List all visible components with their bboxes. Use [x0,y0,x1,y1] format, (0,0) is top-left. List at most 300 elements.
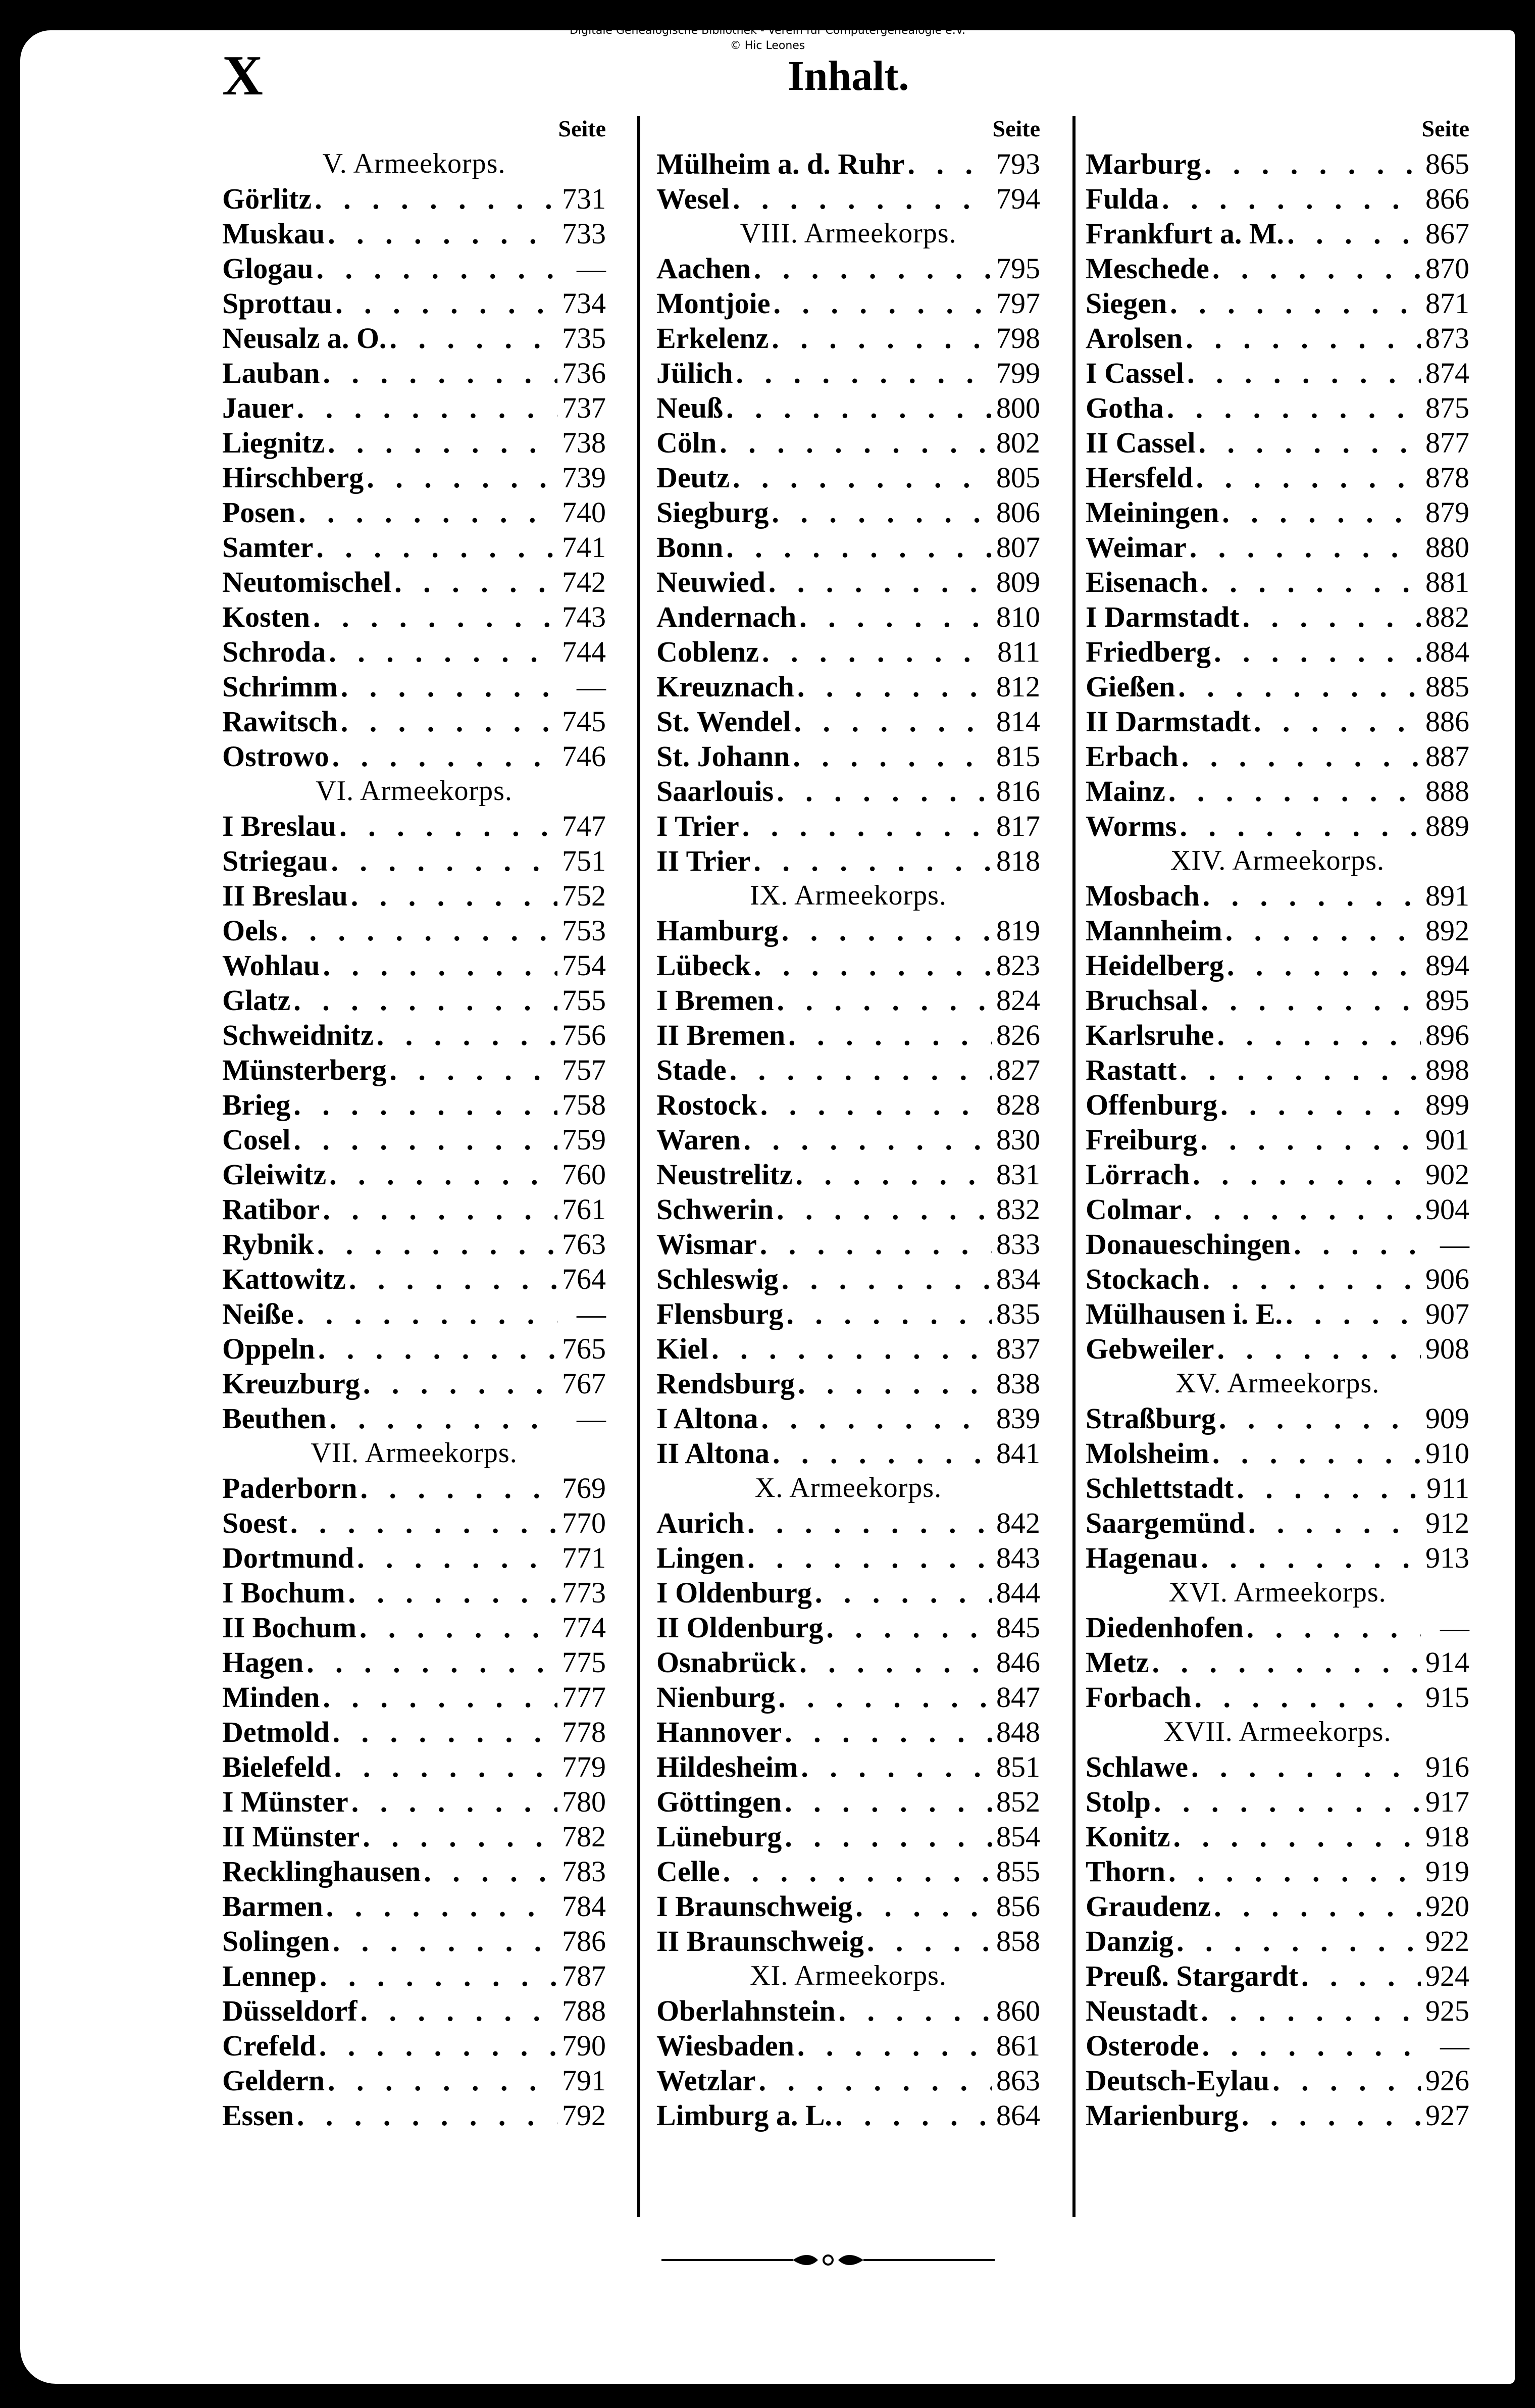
toc-entry [1086,1506,1469,1540]
dot-leader [356,1610,557,1645]
dot-leader [1200,1262,1421,1296]
place-name: Crefeld [222,2029,316,2062]
toc-entry [656,983,1040,1018]
place-name: Kreuznach [656,670,794,703]
toc-entry [1086,1157,1469,1192]
page-reference: 815 [996,740,1040,773]
section-heading: VI. Armeekorps. [316,775,513,807]
place-name: Dortmund [222,1541,354,1574]
toc-entry [1086,1471,1469,1506]
place-name: II Cassel [1086,426,1196,459]
page-reference: 833 [996,1228,1040,1261]
dot-leader [332,286,557,321]
place-name: Jülich [656,357,733,389]
dot-leader [1217,1087,1421,1122]
place-name: Molsheim [1086,1437,1209,1470]
page-reference: 767 [562,1367,606,1400]
dot-leader [1165,1854,1421,1889]
toc-entry [222,634,606,669]
toc-entry [656,1366,1040,1401]
toc-entry [1086,1854,1469,1889]
page-reference: 918 [1425,1820,1469,1853]
page-reference: 896 [1425,1019,1469,1051]
place-name: Cosel [222,1123,291,1156]
toc-entry [656,565,1040,599]
page-reference: 782 [562,1820,606,1853]
place-name: Ostrowo [222,740,329,773]
page-reference: 787 [562,1960,606,1992]
dot-leader [836,1993,992,2028]
toc-entry [1086,1993,1469,2028]
page-reference: 817 [996,810,1040,842]
page-reference: 924 [1425,1960,1469,1992]
toc-entry [1086,356,1469,390]
dot-leader [354,1540,557,1575]
page-reference: 758 [562,1088,606,1121]
toc-entry [1086,251,1469,286]
dot-leader [360,1366,557,1401]
toc-entry [222,1959,606,1993]
place-name: Montjoie [656,287,771,320]
page-reference: 871 [1425,287,1469,320]
place-name: Schlawe [1086,1750,1188,1783]
page-reference: 895 [1425,984,1469,1017]
page-reference: 911 [1426,1472,1469,1504]
dot-leader [317,1959,557,1993]
dot-leader [294,390,557,425]
place-name: Konitz [1086,1820,1170,1853]
dot-leader [1200,878,1421,913]
place-name: Wesel [656,182,730,215]
place-name: Saarlouis [656,775,774,808]
page-reference: 799 [996,357,1040,389]
dot-leader [1211,1889,1421,1924]
page-reference: 844 [996,1576,1040,1609]
place-name: Glogau [222,252,314,285]
dot-leader [730,460,992,495]
toc-entry [656,913,1040,948]
section-heading: XI. Armeekorps. [750,1960,947,1991]
page-reference: 887 [1425,740,1469,773]
dot-leader [727,1052,992,1087]
page-reference: 894 [1425,949,1469,982]
place-name: Lüneburg [656,1820,782,1853]
toc-entry [222,1924,606,1959]
place-name: Neuwied [656,566,765,598]
page-reference: 873 [1425,322,1469,355]
place-name: Mainz [1086,775,1165,808]
place-name: Metz [1086,1646,1149,1679]
toc-entry [1086,2098,1469,2133]
dot-leader [757,1227,992,1262]
section-heading: V. Armeekorps. [322,148,506,179]
place-name: Weimar [1086,531,1187,564]
place-name: I Cassel [1086,357,1184,389]
place-name: Striegau [222,844,328,877]
place-name: Karlsruhe [1086,1019,1214,1051]
dot-leader [326,1401,557,1436]
toc-entry [222,565,606,599]
dot-leader [330,1715,557,1749]
place-name: Schweidnitz [222,1019,374,1051]
page-reference: — [577,1402,606,1435]
page-reference: 798 [996,322,1040,355]
toc-entry [656,1122,1040,1157]
dot-leader [1284,216,1421,251]
page-reference: 763 [562,1228,606,1261]
toc-entry [656,1192,1040,1227]
page-reference: — [577,1297,606,1330]
dot-leader [769,495,992,530]
place-name: Colmar [1086,1193,1182,1226]
page-reference: — [577,252,606,285]
toc-entry [222,1715,606,1749]
place-name: Schrimm [222,670,338,703]
place-name: Neuß [656,391,724,424]
toc-entry [656,425,1040,460]
toc-entry [656,634,1040,669]
place-name: Fulda [1086,182,1159,215]
toc-entry [1086,390,1469,425]
page-reference: 795 [996,252,1040,285]
dot-leader [320,356,557,390]
toc-entry [656,739,1040,774]
dot-leader [755,2063,992,2098]
dot-leader [391,565,557,599]
dot-leader [325,2063,557,2098]
page-reference: 917 [1425,1785,1469,1818]
page-reference: 888 [1425,775,1469,808]
dot-leader [348,1784,557,1819]
dot-leader [783,1296,992,1331]
page-reference: 907 [1425,1297,1469,1330]
toc-entry [222,1366,606,1401]
page-reference: 788 [562,1994,606,2027]
dot-leader [1198,1993,1421,2028]
dot-leader [1165,774,1421,809]
page-reference: 852 [996,1785,1040,1818]
dot-leader [717,425,992,460]
place-name: Neutomischel [222,566,392,598]
place-name: Nienburg [656,1681,776,1714]
place-name: Hamburg [656,914,779,947]
place-name: I Münster [222,1785,348,1818]
toc-entry [222,251,606,286]
page-reference: 740 [562,496,606,529]
dot-leader [785,1018,992,1052]
page-reference: 837 [996,1332,1040,1365]
toc-entry [656,1262,1040,1296]
dot-leader [759,634,992,669]
place-name: Hagenau [1086,1541,1198,1574]
page-reference: 866 [1425,182,1469,215]
dot-leader [1151,1784,1421,1819]
place-name: Essen [222,2099,294,2132]
dot-leader [720,1854,992,1889]
place-name: Cöln [656,426,717,459]
page-reference: 832 [996,1193,1040,1226]
toc-entry [1086,1645,1469,1680]
place-name: II Oldenburg [656,1611,824,1644]
section-heading: VIII. Armeekorps. [740,218,957,249]
dot-leader [364,460,557,495]
toc-entry [222,1993,606,2028]
dot-leader [774,983,992,1018]
dot-leader [295,495,557,530]
dot-leader [1175,669,1421,704]
page-reference: 810 [996,600,1040,633]
toc-entry [222,1610,606,1645]
page-reference: 738 [562,426,606,459]
page-reference: 735 [562,322,606,355]
dot-leader [1199,2028,1421,2063]
toc-entry [1086,739,1469,774]
credit-line-1: Digitale Genealogische Bibliothek - Verein für Computergenealogie e.V. [570,24,965,37]
toc-entry [1086,913,1469,948]
place-name: Stade [656,1054,727,1086]
page-reference: 851 [996,1750,1040,1783]
toc-entry [656,1680,1040,1715]
page-reference: 778 [562,1716,606,1748]
page-reference: 926 [1425,2064,1469,2097]
page-reference: 899 [1425,1088,1469,1121]
dot-leader [348,878,557,913]
dot-leader [1245,1506,1421,1540]
toc-entry [656,146,1040,181]
toc-entry [222,599,606,634]
page-reference: — [1440,2029,1469,2062]
page-reference: 830 [996,1123,1040,1156]
place-name: Arolsen [1086,322,1183,355]
toc-entry [656,948,1040,983]
place-name: Limburg a. L. [656,2099,833,2132]
page-reference: 910 [1425,1437,1469,1470]
page-reference: 839 [996,1402,1040,1435]
toc-entry [656,356,1040,390]
toc-entry [1086,321,1469,356]
toc-entry [656,321,1040,356]
toc-entry [222,1331,606,1366]
page-reference: 919 [1425,1855,1469,1888]
toc-entry [222,1645,606,1680]
toc-entry [1086,1749,1469,1784]
toc-entry [1086,1784,1469,1819]
page-reference: 800 [996,391,1040,424]
toc-entry [1086,181,1469,216]
toc-entry [222,1784,606,1819]
page-reference: 775 [562,1646,606,1679]
page-reference: 828 [996,1088,1040,1121]
page-reference: 858 [996,1925,1040,1958]
place-name: Heidelberg [1086,949,1224,982]
dot-leader [823,1610,992,1645]
place-name: Hagen [222,1646,304,1679]
page-reference: 916 [1425,1750,1469,1783]
toc-entry [656,843,1040,878]
place-name: Rybnik [222,1228,314,1261]
toc-entry [222,1749,606,1784]
place-name: Wetzlar [656,2064,756,2097]
page-reference: 909 [1425,1402,1469,1435]
dot-leader [314,1227,557,1262]
toc-entry [1086,495,1469,530]
place-name: Neustrelitz [656,1158,793,1191]
place-name: II Darmstadt [1086,705,1251,738]
dot-leader [1224,948,1421,983]
toc-entry [1086,1436,1469,1471]
dot-leader [346,1262,557,1296]
toc-entry [1086,1889,1469,1924]
place-name: Flensburg [656,1297,784,1330]
dot-leader [1176,1052,1421,1087]
place-name: Offenburg [1086,1088,1217,1121]
dot-leader [1269,2063,1421,2098]
toc-entry [1086,1959,1469,1993]
page-reference: 879 [1425,496,1469,529]
page-reference: 920 [1425,1890,1469,1923]
place-name: Stolp [1086,1785,1151,1818]
dot-leader [750,843,992,878]
page-reference: 805 [996,461,1040,494]
place-name: Hirschberg [222,461,364,494]
dot-leader [1298,1959,1421,1993]
dot-leader [303,1645,557,1680]
place-name: Mannheim [1086,914,1222,947]
place-name: Siegburg [656,496,769,529]
toc-entry [222,2063,606,2098]
place-name: Stockach [1086,1263,1200,1295]
page-reference: 745 [562,705,606,738]
toc-entry [1086,146,1469,181]
page-reference: 783 [562,1855,606,1888]
page-reference: 752 [562,879,606,912]
place-name: I Braunschweig [656,1890,853,1923]
page-reference: 884 [1425,635,1469,668]
page-reference: 882 [1425,600,1469,633]
page-reference: 780 [562,1785,606,1818]
dot-leader [798,1749,992,1784]
page-reference: 842 [996,1507,1040,1539]
dot-leader [1198,1540,1421,1575]
dot-leader [796,599,992,634]
place-name: Gleiwitz [222,1158,327,1191]
page-reference: 746 [562,740,606,773]
toc-entry [222,1680,606,1715]
toc-entry [656,2063,1040,2098]
place-name: Rostock [656,1088,757,1121]
page-reference: 856 [996,1890,1040,1923]
place-name: Barmen [222,1890,323,1923]
dot-leader [744,1506,992,1540]
page-reference: 793 [996,147,1040,180]
dot-leader [1191,1680,1421,1715]
dot-leader [779,1262,992,1296]
toc-entry [1086,1052,1469,1087]
toc-entry [1086,216,1469,251]
toc-entry [656,1993,1040,2028]
toc-entry [222,1018,606,1052]
dot-leader [782,1819,992,1854]
toc-entry [656,809,1040,843]
dot-leader [357,1471,557,1506]
toc-entry [1086,599,1469,634]
toc-entry [1086,704,1469,739]
page-reference: 792 [562,2099,606,2132]
place-name: II Trier [656,844,751,877]
page-reference: 835 [996,1297,1040,1330]
dot-leader [290,983,557,1018]
column-divider-1 [637,116,640,2217]
place-name: Brieg [222,1088,291,1121]
dot-leader [1167,286,1421,321]
seite-header: Seite [558,116,606,141]
page-reference: 794 [996,182,1040,215]
toc-entry [222,495,606,530]
place-name: Mülhausen i. E. [1086,1297,1283,1330]
toc-entry [656,599,1040,634]
page-reference: 761 [562,1193,606,1226]
page-reference: 861 [996,2029,1040,2062]
toc-entry [222,809,606,843]
seite-header: Seite [1421,116,1469,141]
dot-leader [723,530,992,565]
place-name: I Altona [656,1402,758,1435]
page-reference: 754 [562,949,606,982]
dot-leader [1216,1401,1421,1436]
toc-entry [222,2028,606,2063]
dot-leader [314,251,558,286]
page-reference: 824 [996,984,1040,1017]
section-heading: XVI. Armeekorps. [1168,1577,1387,1608]
page-reference: 771 [562,1541,606,1574]
place-name: II Altona [656,1437,770,1470]
page-reference: 807 [996,531,1040,564]
place-name: Kosten [222,600,310,633]
page-reference: 802 [996,426,1040,459]
toc-entry [1086,1401,1469,1436]
page-reference: 759 [562,1123,606,1156]
toc-entry [656,1227,1040,1262]
place-name: Waren [656,1123,741,1156]
dot-leader [741,1122,992,1157]
place-name: Neusalz a. O. [222,322,387,355]
page-reference: 877 [1425,426,1469,459]
toc-entry [656,1854,1040,1889]
place-name: Marburg [1086,147,1201,180]
toc-entry [1086,1192,1469,1227]
page-number: X [222,44,263,107]
dot-leader [1219,495,1421,530]
place-name: Lauban [222,357,320,389]
toc-entry [222,2098,606,2133]
dot-leader [278,913,557,948]
dot-leader [1159,181,1421,216]
page-reference: 736 [562,357,606,389]
toc-entry [222,913,606,948]
toc-entry [1086,286,1469,321]
place-name: Schlettstadt [1086,1472,1234,1504]
section-heading: X. Armeekorps. [754,1472,942,1503]
place-name: Solingen [222,1925,330,1958]
dot-leader [386,1052,557,1087]
page-reference: 854 [996,1820,1040,1853]
place-name: Rendsburg [656,1367,795,1400]
place-name: Liegnitz [222,426,325,459]
toc-entry [222,1087,606,1122]
page-reference: 765 [562,1332,606,1365]
place-name: Erbach [1086,740,1179,773]
dot-leader [1234,1471,1421,1506]
